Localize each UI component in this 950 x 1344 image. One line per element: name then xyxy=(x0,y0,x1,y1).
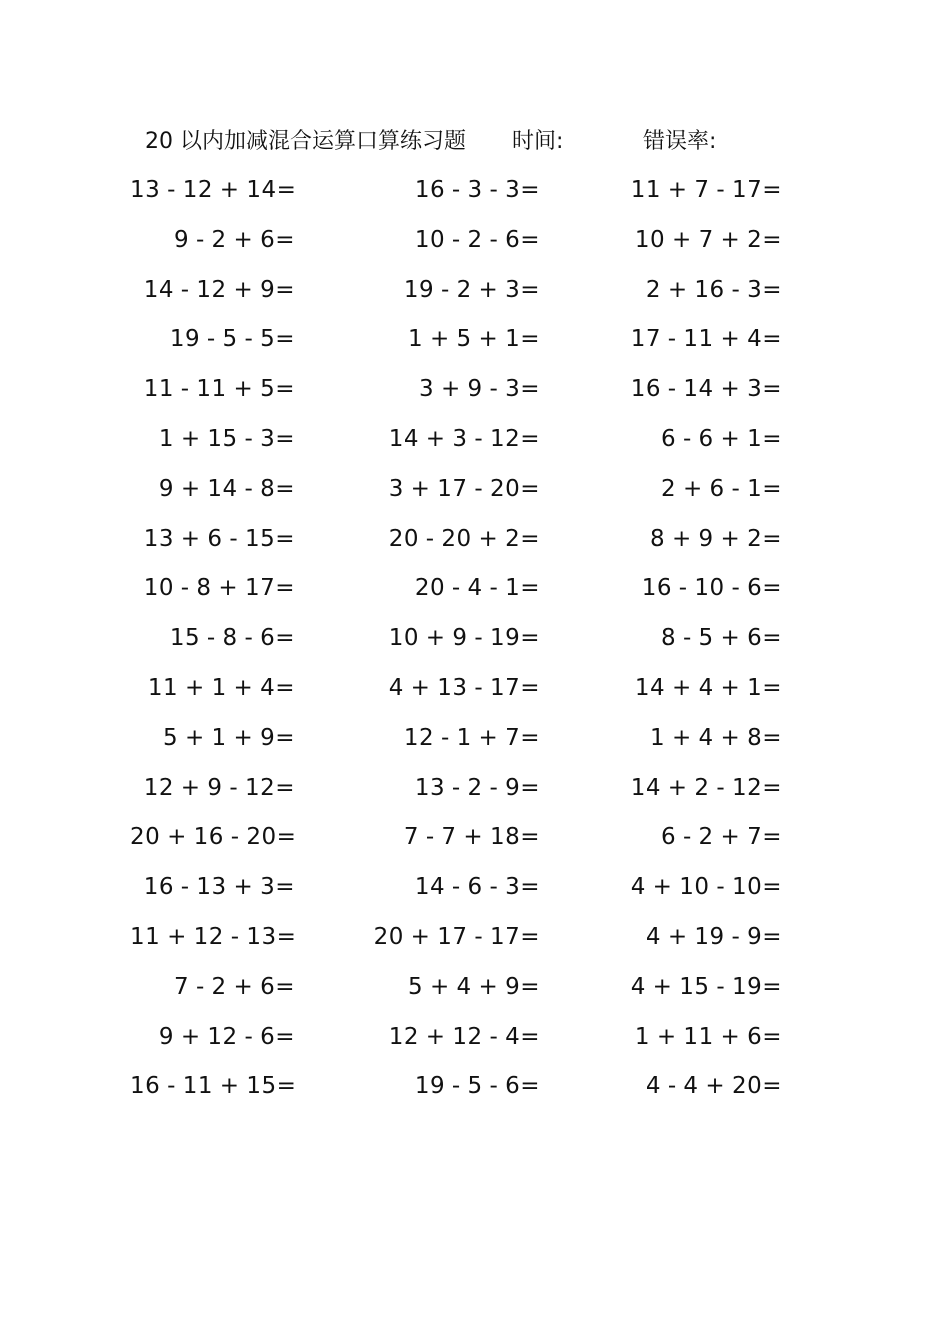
math-problem: 10 - 8 + 17= xyxy=(143,575,295,602)
math-problem: 15 - 8 - 6= xyxy=(169,625,295,652)
problem-row xyxy=(0,1013,950,1063)
math-problem: 13 + 6 - 15= xyxy=(143,525,295,552)
math-problem: 4 + 13 - 17= xyxy=(388,674,540,701)
math-problem: 4 + 10 - 10= xyxy=(630,874,782,901)
time-label: 时间: xyxy=(512,129,564,154)
math-problem: 11 + 12 - 13= xyxy=(130,923,297,950)
math-problem: 1 + 15 - 3= xyxy=(158,425,295,452)
math-problem: 8 + 9 + 2= xyxy=(650,525,782,552)
math-problem: 20 - 20 + 2= xyxy=(388,525,540,552)
math-problem: 16 - 10 - 6= xyxy=(641,575,782,602)
math-problem: 12 - 1 + 7= xyxy=(403,724,540,751)
problem-row xyxy=(0,465,950,515)
problem-row xyxy=(0,1062,950,1112)
math-problem: 14 - 6 - 3= xyxy=(414,874,540,901)
math-problem: 12 + 9 - 12= xyxy=(143,774,295,801)
math-problem: 11 - 11 + 5= xyxy=(143,376,295,403)
math-problem: 12 + 12 - 4= xyxy=(388,1023,540,1050)
math-problem: 14 - 12 + 9= xyxy=(143,276,295,303)
math-problem: 19 - 2 + 3= xyxy=(403,276,540,303)
math-problem: 4 + 19 - 9= xyxy=(645,923,782,950)
math-problem: 1 + 11 + 6= xyxy=(634,1023,782,1050)
problem-row xyxy=(0,714,950,764)
math-problem: 5 + 4 + 9= xyxy=(408,973,540,1000)
problem-row xyxy=(0,166,950,216)
math-problem: 19 - 5 - 6= xyxy=(414,1073,540,1100)
math-problem: 14 + 4 + 1= xyxy=(634,674,782,701)
math-problem: 19 - 5 - 5= xyxy=(169,326,295,353)
math-problem: 11 + 7 - 17= xyxy=(630,177,782,203)
math-problem: 3 + 17 - 20= xyxy=(388,475,540,502)
math-problem: 20 + 17 - 17= xyxy=(373,923,540,950)
math-problem: 8 - 5 + 6= xyxy=(661,625,782,652)
math-problem: 14 + 3 - 12= xyxy=(388,425,540,452)
problem-row xyxy=(0,216,950,266)
error-rate-label: 错误率: xyxy=(643,129,717,154)
math-problem: 1 + 4 + 8= xyxy=(650,724,782,751)
math-problem: 3 + 9 - 3= xyxy=(419,376,540,403)
math-problem: 7 - 2 + 6= xyxy=(174,973,295,1000)
math-problem: 9 + 12 - 6= xyxy=(158,1023,295,1050)
math-problem: 20 + 16 - 20= xyxy=(130,824,297,851)
problem-row xyxy=(0,863,950,913)
problem-row xyxy=(0,564,950,614)
math-problem: 2 + 6 - 1= xyxy=(661,475,782,502)
problem-row xyxy=(0,963,950,1013)
problem-row xyxy=(0,365,950,415)
problem-row xyxy=(0,415,950,465)
problem-row xyxy=(0,813,950,863)
math-problem: 20 - 4 - 1= xyxy=(414,575,540,602)
worksheet-title: 20 以内加减混合运算口算练习题 xyxy=(145,129,466,154)
math-problem: 16 - 3 - 3= xyxy=(414,177,540,203)
worksheet-header xyxy=(145,124,805,160)
math-problem: 7 - 7 + 18= xyxy=(403,824,540,851)
math-problem: 9 + 14 - 8= xyxy=(158,475,295,502)
math-problem: 5 + 1 + 9= xyxy=(163,724,295,751)
math-problem: 4 - 4 + 20= xyxy=(645,1073,782,1100)
math-problem: 10 - 2 - 6= xyxy=(414,226,540,253)
math-problem: 16 - 13 + 3= xyxy=(143,874,295,901)
math-problem: 11 + 1 + 4= xyxy=(147,674,295,701)
math-problem: 14 + 2 - 12= xyxy=(630,774,782,801)
math-problem: 10 + 9 - 19= xyxy=(388,625,540,652)
problem-row xyxy=(0,614,950,664)
math-problem: 16 - 14 + 3= xyxy=(630,376,782,403)
math-problem: 6 - 2 + 7= xyxy=(661,824,782,851)
math-problem: 13 - 2 - 9= xyxy=(414,774,540,801)
math-problem: 17 - 11 + 4= xyxy=(630,326,782,353)
problem-row xyxy=(0,315,950,365)
math-problem: 10 + 7 + 2= xyxy=(634,226,782,253)
problem-grid xyxy=(0,166,950,1112)
problem-row xyxy=(0,515,950,565)
math-problem: 13 - 12 + 14= xyxy=(130,177,297,203)
math-problem: 2 + 16 - 3= xyxy=(645,276,782,303)
problem-row xyxy=(0,266,950,316)
math-problem: 16 - 11 + 15= xyxy=(130,1073,297,1100)
math-problem: 1 + 5 + 1= xyxy=(408,326,540,353)
math-problem: 6 - 6 + 1= xyxy=(661,425,782,452)
problem-row xyxy=(0,764,950,814)
problem-row xyxy=(0,913,950,963)
problem-row xyxy=(0,664,950,714)
math-problem: 9 - 2 + 6= xyxy=(174,226,295,253)
math-problem: 4 + 15 - 19= xyxy=(630,973,782,1000)
